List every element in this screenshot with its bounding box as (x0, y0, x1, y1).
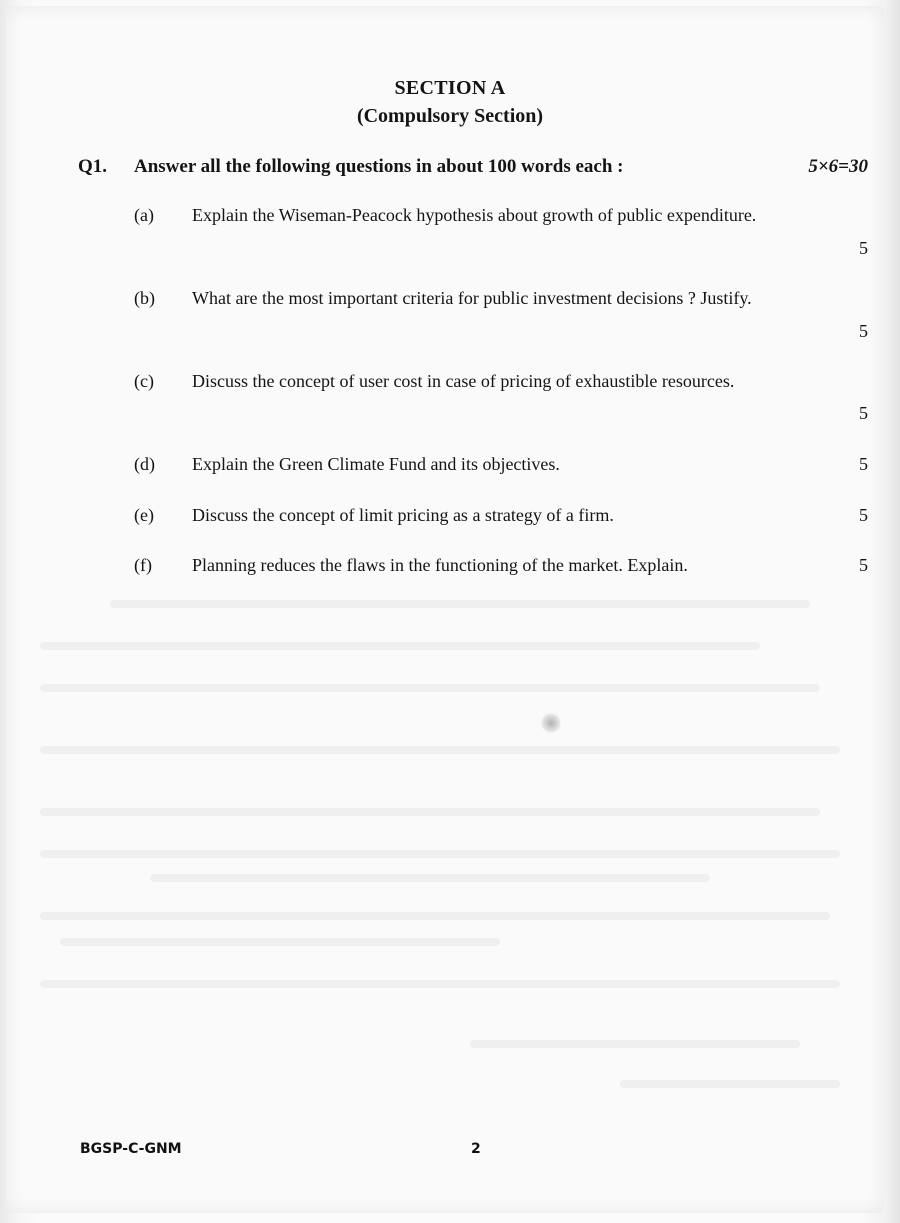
show-through-line (110, 600, 810, 608)
item-marks: 5 (859, 321, 868, 341)
item-marks: 5 (859, 238, 868, 258)
show-through-line (40, 808, 820, 816)
question-number: Q1. (78, 156, 108, 177)
show-through-line (40, 850, 840, 858)
item-text: Discuss the concept of limit pricing as a strategy of a firm. (192, 505, 614, 525)
item-marks: 5 (859, 403, 868, 423)
item-text: Explain the Wiseman-Peacock hypothesis about growth of public expenditure. (192, 205, 757, 225)
show-through-line (40, 980, 840, 988)
show-through-line (150, 874, 710, 882)
show-through-line (40, 642, 760, 650)
show-through-line (40, 684, 820, 692)
show-through-line (620, 1080, 840, 1088)
item-text: Explain the Green Climate Fund and its objectives. (192, 454, 560, 474)
page-number: 2 (471, 1141, 481, 1157)
item-marks: 5 (859, 555, 868, 575)
item-label: (f) (134, 555, 152, 575)
item-label: (d) (134, 454, 155, 474)
show-through-line (60, 938, 500, 946)
item-label: (c) (134, 371, 154, 391)
paper-code: BGSP-C-GNM (80, 1141, 182, 1157)
section-title: SECTION A (394, 77, 506, 99)
question-instruction: Answer all the following questions in about 100 words each : (134, 156, 624, 177)
ink-smudge (541, 713, 561, 733)
item-marks: 5 (859, 454, 868, 474)
show-through-line (40, 746, 840, 754)
item-text: Discuss the concept of user cost in case of pricing of exhaustible resources. (192, 371, 735, 391)
item-label: (e) (134, 505, 154, 525)
question-total-marks: 5×6=30 (808, 156, 868, 177)
item-text: Planning reduces the flaws in the functioning of the market. Explain. (192, 555, 688, 575)
paper-sheet (6, 6, 884, 1213)
show-through-line (470, 1040, 800, 1048)
section-subtitle: (Compulsory Section) (356, 105, 544, 127)
item-marks: 5 (859, 505, 868, 525)
item-label: (b) (134, 288, 155, 308)
show-through-line (40, 912, 830, 920)
item-text: What are the most important criteria for public investment decisions ? Justify. (192, 288, 752, 308)
item-label: (a) (134, 205, 154, 225)
